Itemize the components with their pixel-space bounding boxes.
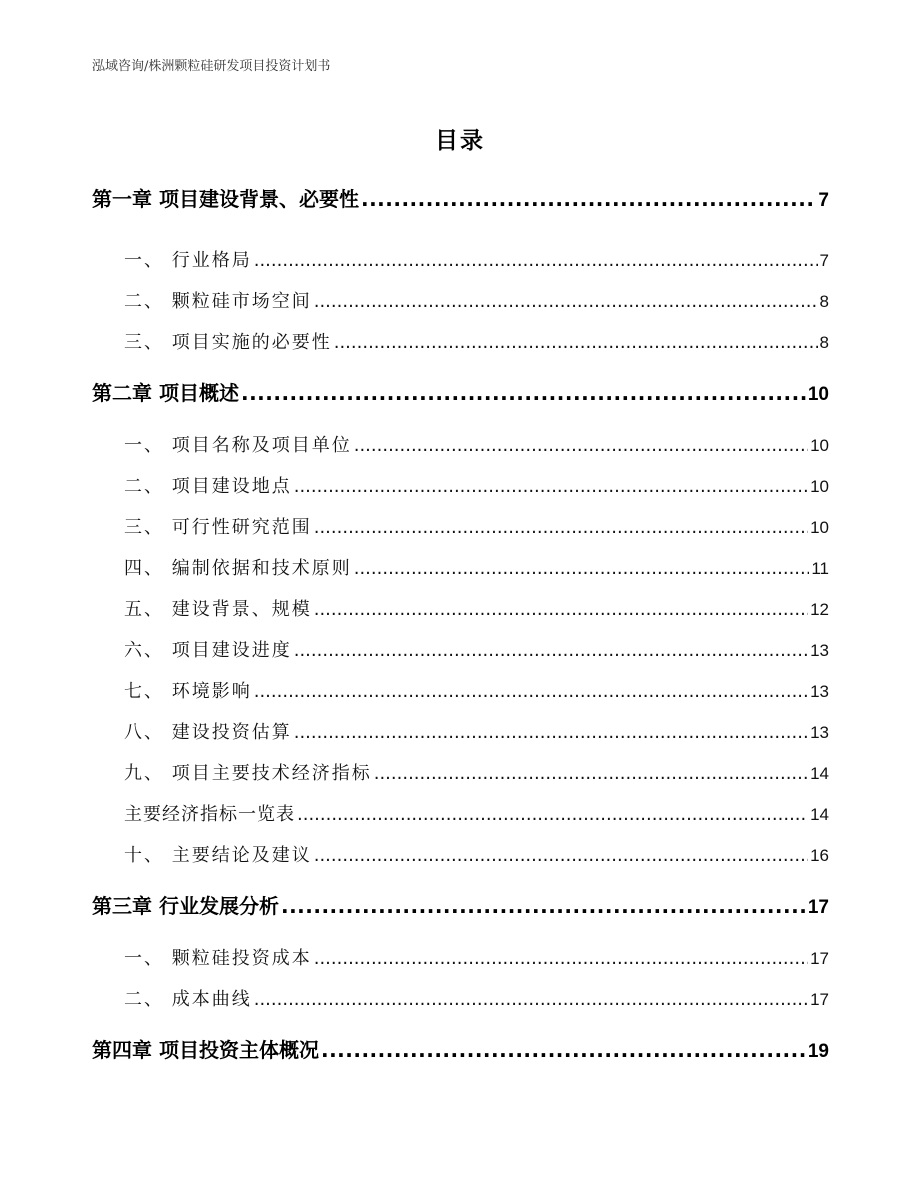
toc-page-number: 10 <box>810 477 829 496</box>
toc-entry-label: 一、 项目名称及项目单位 <box>124 435 352 456</box>
toc-entry-label: 七、 环境影响 <box>124 681 252 702</box>
toc-section-2-3[interactable] <box>124 513 829 539</box>
leader-dots <box>254 989 808 1010</box>
toc-page-number: 10 <box>810 518 829 537</box>
toc-page-number: 7 <box>818 190 829 211</box>
leader-dots <box>314 948 808 969</box>
toc-section-3-2[interactable] <box>124 985 829 1011</box>
toc-entry-label: 第三章 行业发展分析 <box>92 894 279 918</box>
toc-entry-label: 六、 项目建设进度 <box>124 640 292 661</box>
leader-dots <box>314 599 808 620</box>
toc-entry-label: 一、 行业格局 <box>124 250 252 271</box>
toc-section-2-2[interactable] <box>124 472 829 498</box>
toc-section-2-4[interactable] <box>124 554 829 580</box>
toc-section-2-6[interactable] <box>124 636 829 662</box>
toc-page-number: 13 <box>810 723 829 742</box>
toc-entry-label: 第一章 项目建设背景、必要性 <box>92 187 359 211</box>
toc-page-number: 13 <box>810 641 829 660</box>
toc-page-number: 14 <box>810 764 829 783</box>
toc-page-number: 17 <box>810 949 829 968</box>
toc-entry-label: 三、 项目实施的必要性 <box>124 332 332 353</box>
toc-page-number: 10 <box>810 436 829 455</box>
leader-dots <box>294 476 808 497</box>
toc-entry-label: 主要经济指标一览表 <box>124 804 295 825</box>
toc-entry-label: 九、 项目主要技术经济指标 <box>124 763 372 784</box>
leader-dots <box>334 332 818 353</box>
toc-chapter-4[interactable] <box>92 1034 829 1063</box>
toc-entry-label: 二、 成本曲线 <box>124 989 252 1010</box>
toc-entry-label: 五、 建设背景、规模 <box>124 599 312 620</box>
toc-page-number: 10 <box>807 384 829 405</box>
toc-chapter-1[interactable] <box>92 183 829 212</box>
leader-dots <box>297 804 808 825</box>
leader-dots <box>294 640 808 661</box>
toc-section-1-1[interactable] <box>124 246 829 272</box>
toc-entry-label: 四、 编制依据和技术原则 <box>124 558 352 579</box>
toc-page-number: 12 <box>810 600 829 619</box>
leader-dots <box>321 1038 806 1062</box>
leader-dots <box>254 250 818 271</box>
toc-entry-label: 三、 可行性研究范围 <box>124 517 312 538</box>
toc-entry-label: 第四章 项目投资主体概况 <box>92 1038 319 1062</box>
toc-section-1-2[interactable] <box>124 287 829 313</box>
leader-dots <box>354 558 810 579</box>
toc-section-2-9[interactable] <box>124 759 829 785</box>
toc-section-2-10[interactable] <box>124 841 829 867</box>
leader-dots <box>374 763 808 784</box>
toc-page-number: 17 <box>807 897 829 918</box>
leader-dots <box>314 517 808 538</box>
running-header: 泓域咨询/株洲颗粒硅研发项目投资计划书 <box>92 59 331 74</box>
toc-entry-label: 一、 颗粒硅投资成本 <box>124 948 312 969</box>
toc-chapter-3[interactable] <box>92 890 829 919</box>
toc-chapter-2[interactable] <box>92 377 829 406</box>
toc-entry-label: 八、 建设投资估算 <box>124 722 292 743</box>
toc-section-3-1[interactable] <box>124 944 829 970</box>
toc-page-number: 14 <box>810 805 829 824</box>
toc-page-number: 19 <box>807 1041 829 1062</box>
toc-section-2-1[interactable] <box>124 431 829 457</box>
leader-dots <box>354 435 808 456</box>
toc-section-2-7[interactable] <box>124 677 829 703</box>
toc-page-number: 17 <box>810 990 829 1009</box>
leader-dots <box>314 291 818 312</box>
toc-entry-label: 第二章 项目概述 <box>92 381 239 405</box>
toc-entry-label: 二、 项目建设地点 <box>124 476 292 497</box>
toc-section-2-8[interactable] <box>124 718 829 744</box>
toc-section-2-5[interactable] <box>124 595 829 621</box>
toc-page-number: 11 <box>811 559 829 578</box>
leader-dots <box>254 681 808 702</box>
toc-entry-label: 二、 颗粒硅市场空间 <box>124 291 312 312</box>
leader-dots <box>294 722 808 743</box>
toc-page-number: 16 <box>810 846 829 865</box>
leader-dots <box>314 845 808 866</box>
toc-title: 目录 <box>435 128 485 154</box>
toc-page-number: 8 <box>819 292 829 311</box>
toc-entry-label: 十、 主要结论及建议 <box>124 845 312 866</box>
toc-subentry-table[interactable] <box>124 800 829 826</box>
leader-dots <box>281 894 806 918</box>
toc-page-number: 13 <box>810 682 829 701</box>
leader-dots <box>361 187 816 211</box>
toc-page-number: 7 <box>819 251 829 270</box>
toc-section-1-3[interactable] <box>124 328 829 354</box>
leader-dots <box>241 381 806 405</box>
toc-page-number: 8 <box>819 333 829 352</box>
